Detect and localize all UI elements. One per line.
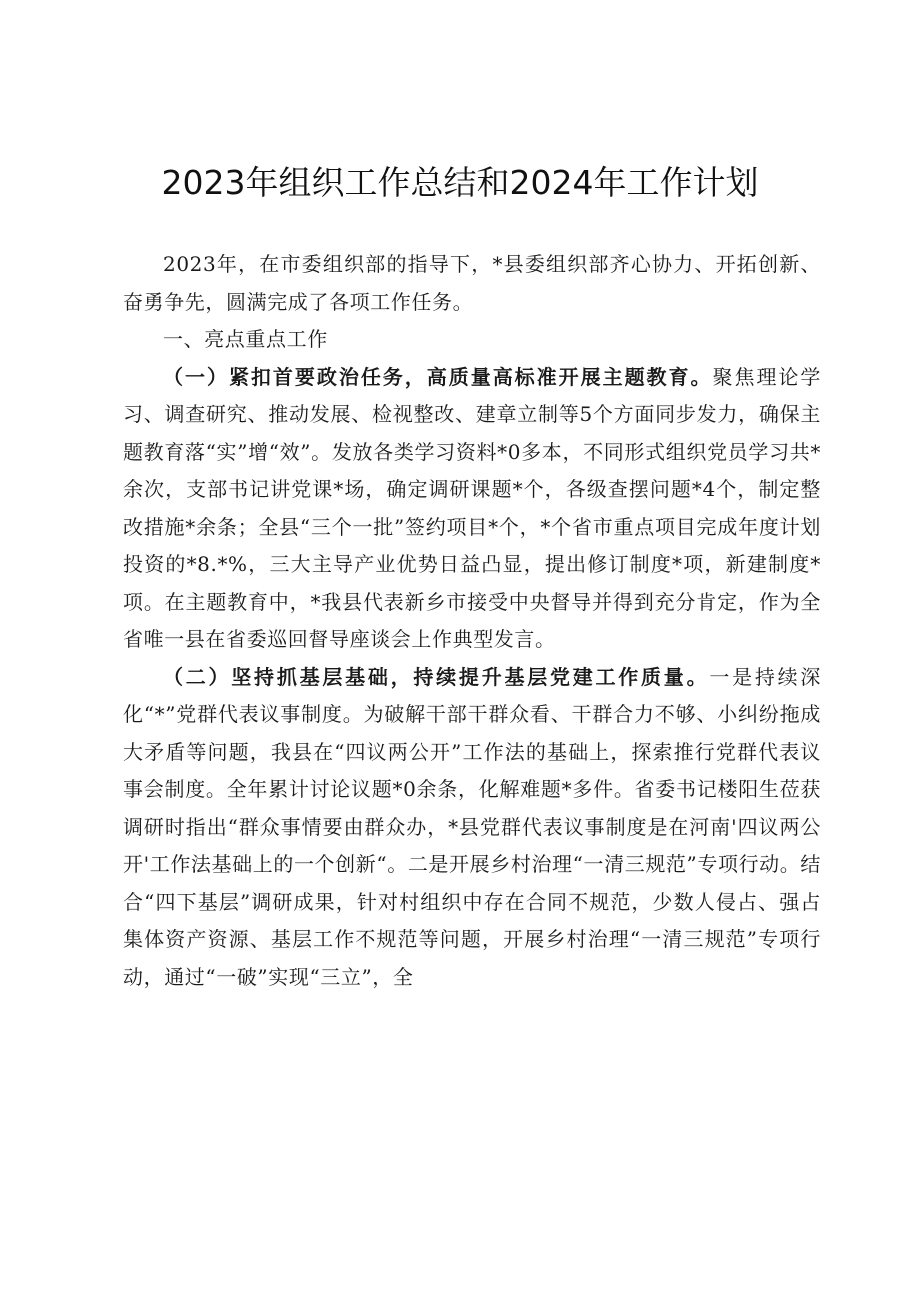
subsection-1-lead: （一）紧扣首要政治任务，高质量高标准开展主题教育。 <box>163 364 713 389</box>
subsection-1-body: 聚焦理论学习、调查研究、推动发展、检视整改、建章立制等5个方面同步发力，确保主题教育落“实”增“效”。发放各类学习资料*0多本，不同形式组织党员学习共*余次，支部书记讲党课*场，确定调研课题*个，各级查摆问题*4个，制定整改措施*余条；全县“三个一批”签约项目*个，*个省市重点项目完成年度计划投资的*8.*%，三大主导产业优势日益凸显，提出修订制度*项，新建制度*项。在主题教育中，*我县代表新乡市接受中央督导并得到充分肯定，作为全省唯一县在省委巡回督导座谈会上作典型发言。 <box>123 364 822 651</box>
subsection-1-paragraph <box>123 359 821 659</box>
subsection-2-body: 一是持续深化“*”党群代表议事制度。为破解干部干群众看、干群合力不够、小纠纷拖成大矛盾等问题，我县在“四议两公开”工作法的基础上，探索推行党群代表议事会制度。全年累计讨论议题*0余条，化解难题*多件。省委书记楼阳生莅获调研时指出“群众事情要由群众办，*县党群代表议事制度是在河南'四议两公开'工作法基础上的一个创新“。二是开展乡村治理“一清三规范”专项行动。结合“四下基层”调研成果，针对村组织中存在合同不规范，少数人侵占、强占集体资产资源、基层工作不规范等问题，开展乡村治理“一清三规范”专项行动，通过“一破”实现“三立”，全 <box>123 664 821 989</box>
subsection-2-lead: （二）坚持抓基层基础，持续提升基层党建工作质量。 <box>163 664 710 689</box>
section-heading-highlights: 一、亮点重点工作 <box>163 327 328 351</box>
document-title: 2023年组织工作总结和2024年工作计划 <box>161 163 759 202</box>
document-body <box>123 246 821 996</box>
intro-paragraph: 2023年，在市委组织部的指导下，*县委组织部齐心协力、开拓创新、奋勇争先，圆满完成了各项工作任务。 <box>123 252 821 314</box>
subsection-2-paragraph <box>123 659 821 997</box>
